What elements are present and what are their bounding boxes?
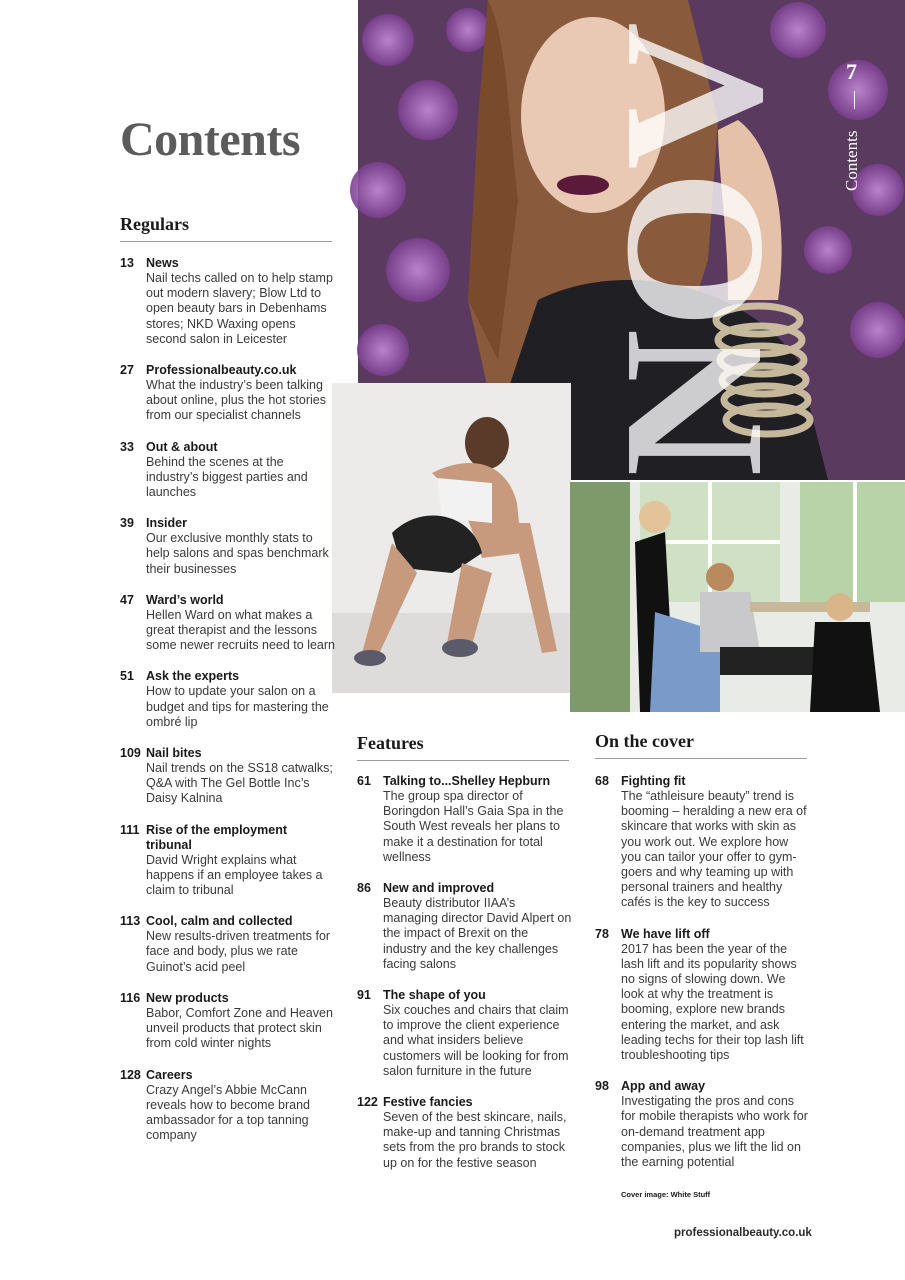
entry-page-number: 98 [595, 1079, 609, 1094]
entry-description: Babor, Comfort Zone and Heaven unveil products that protect skin from cold winter nights [146, 1005, 333, 1051]
athlete-photo [332, 383, 571, 693]
list-item[interactable] [595, 1079, 810, 1170]
entry-description: Behind the scenes at the industry’s biggest parties and launches [146, 454, 308, 500]
page-number: 7 [846, 59, 857, 84]
list-item[interactable] [120, 256, 335, 347]
entry-page-number: 109 [120, 746, 141, 761]
entry-heading: New and improved [383, 881, 495, 896]
entry-heading: Festive fancies [383, 1095, 473, 1110]
entry-heading: App and away [621, 1079, 706, 1094]
entry-heading: Fighting fit [621, 774, 686, 788]
entry-page-number: 33 [120, 439, 134, 454]
side-divider [854, 91, 855, 109]
entry-page-number: 61 [357, 774, 371, 788]
features-list [357, 774, 572, 1171]
entry-page-number: 122 [357, 1095, 378, 1110]
footer-url-link[interactable]: professionalbeauty.co.uk [674, 1227, 812, 1239]
list-item[interactable] [595, 774, 810, 911]
entry-page-number: 47 [120, 592, 134, 607]
list-item[interactable] [120, 363, 335, 424]
regulars-heading: Regulars [120, 214, 332, 242]
entry-heading: New products [146, 990, 229, 1005]
entry-heading: Ask the experts [146, 669, 240, 684]
features-heading: Features [357, 733, 569, 761]
entry-page-number: 91 [357, 988, 371, 1003]
entry-heading: The shape of you [383, 988, 486, 1003]
entry-description: The group spa director of Boringdon Hall’s Gaia Spa in the South West reveals her plans to make it a destination for total wellness [383, 789, 564, 864]
entry-description: New results-driven treatments for face and body, plus we rate Guinot’s acid peel [146, 929, 331, 974]
list-item[interactable] [120, 1068, 335, 1144]
side-section-label: Contents [842, 130, 861, 191]
entry-description: What the industry’s been talking about online, plus the hot stories from our specialist channels [146, 378, 326, 423]
page-title: Contents [120, 113, 301, 166]
cover-image-credit: Cover image: White Stuff [621, 1190, 711, 1199]
entry-heading: Careers [146, 1067, 193, 1082]
entry-heading: We have lift off [621, 926, 710, 941]
side-page-label [838, 55, 872, 205]
entry-description: 2017 has been the year of the lash lift and its popularity shows no signs of slowing down. We look at why the treatment is booming, explore new brands entering the market, and ask leading techs for their top lash lift troubleshooting tips [621, 941, 804, 1063]
entry-description: Hellen Ward on what makes a great therapist and the lessons some newer recruits need to learn [146, 607, 335, 653]
entry-heading: Cool, calm and collected [146, 914, 293, 929]
list-item[interactable] [120, 823, 335, 899]
list-item[interactable] [120, 746, 335, 807]
entry-page-number: 116 [120, 990, 141, 1005]
entry-page-number: 27 [120, 363, 134, 378]
entry-description: Nail trends on the SS18 catwalks; Q&A with The Gel Bottle Inc’s Daisy Kalnina [146, 761, 333, 806]
entry-page-number: 68 [595, 774, 609, 788]
entry-heading: Out & about [146, 439, 218, 454]
month-word-text: NOV [583, 32, 804, 477]
list-item[interactable] [120, 669, 335, 730]
list-item[interactable] [357, 1095, 572, 1171]
entry-description: David Wright explains what happens if an employee takes a claim to tribunal [146, 852, 323, 898]
list-item[interactable] [120, 516, 335, 577]
entry-page-number: 128 [120, 1067, 141, 1082]
entry-description: Nail techs called on to help stamp out modern slavery; Blow Ltd to open beauty bars in Debenhams stores; NKD Waxing opens second salon in Leicester [146, 271, 333, 346]
entry-description: Investigating the pros and cons for mobile therapists who work for on-demand treatment app companies, plus we lift the lid on the earning potential [621, 1094, 808, 1170]
entry-description: Crazy Angel’s Abbie McCann reveals how to become brand ambassador for a top tanning company [146, 1082, 310, 1143]
entry-page-number: 13 [120, 256, 134, 270]
entry-description: How to update your salon on a budget and tips for mastering the ombré lip [146, 684, 329, 729]
on-the-cover-heading: On the cover [595, 731, 807, 759]
entry-heading: Ward’s world [146, 592, 224, 607]
entry-heading: News [146, 256, 179, 270]
entry-description: Six couches and chairs that claim to improve the client experience and what insiders believe customers will be looking for from salon furniture in the future [383, 1003, 569, 1078]
list-item[interactable] [120, 991, 335, 1052]
list-item[interactable] [357, 774, 572, 865]
entry-page-number: 51 [120, 669, 134, 684]
list-item[interactable] [120, 593, 335, 654]
regulars-list [120, 256, 335, 1143]
entry-heading: Rise of the employment tribunal [146, 822, 287, 852]
list-item[interactable] [120, 440, 335, 501]
entry-description: Seven of the best skincare, nails, make-up and tanning Christmas sets from the pro brands to stock up on for the festive season [383, 1110, 567, 1170]
entry-heading: Talking to...Shelley Hepburn [383, 774, 551, 788]
entry-description: Our exclusive monthly stats to help salons and spas benchmark their businesses [146, 531, 329, 576]
entry-heading: Professionalbeauty.co.uk [146, 363, 297, 378]
list-item[interactable] [595, 927, 810, 1064]
entry-description: Beauty distributor IIAA’s managing director David Alpert on the impact of Brexit on the industry and the key challenges facing salons [383, 896, 572, 971]
list-item[interactable] [357, 881, 572, 972]
salon-photo [570, 482, 905, 712]
list-item[interactable] [357, 988, 572, 1079]
entry-page-number: 39 [120, 516, 134, 531]
list-item[interactable] [120, 914, 335, 975]
entry-heading: Nail bites [146, 746, 202, 761]
entry-page-number: 78 [595, 926, 609, 941]
on-the-cover-list [595, 774, 810, 1170]
entry-heading: Insider [146, 516, 187, 531]
entry-page-number: 111 [120, 822, 140, 837]
entry-page-number: 113 [120, 914, 141, 929]
entry-page-number: 86 [357, 881, 371, 896]
entry-description: The “athleisure beauty” trend is booming – heralding a new era of skincare that works with skin as you work out. We explore how you can tailor your offer to gym-goers and why teaming up with personal trainers and healthy cafés is the key to success [621, 789, 807, 910]
